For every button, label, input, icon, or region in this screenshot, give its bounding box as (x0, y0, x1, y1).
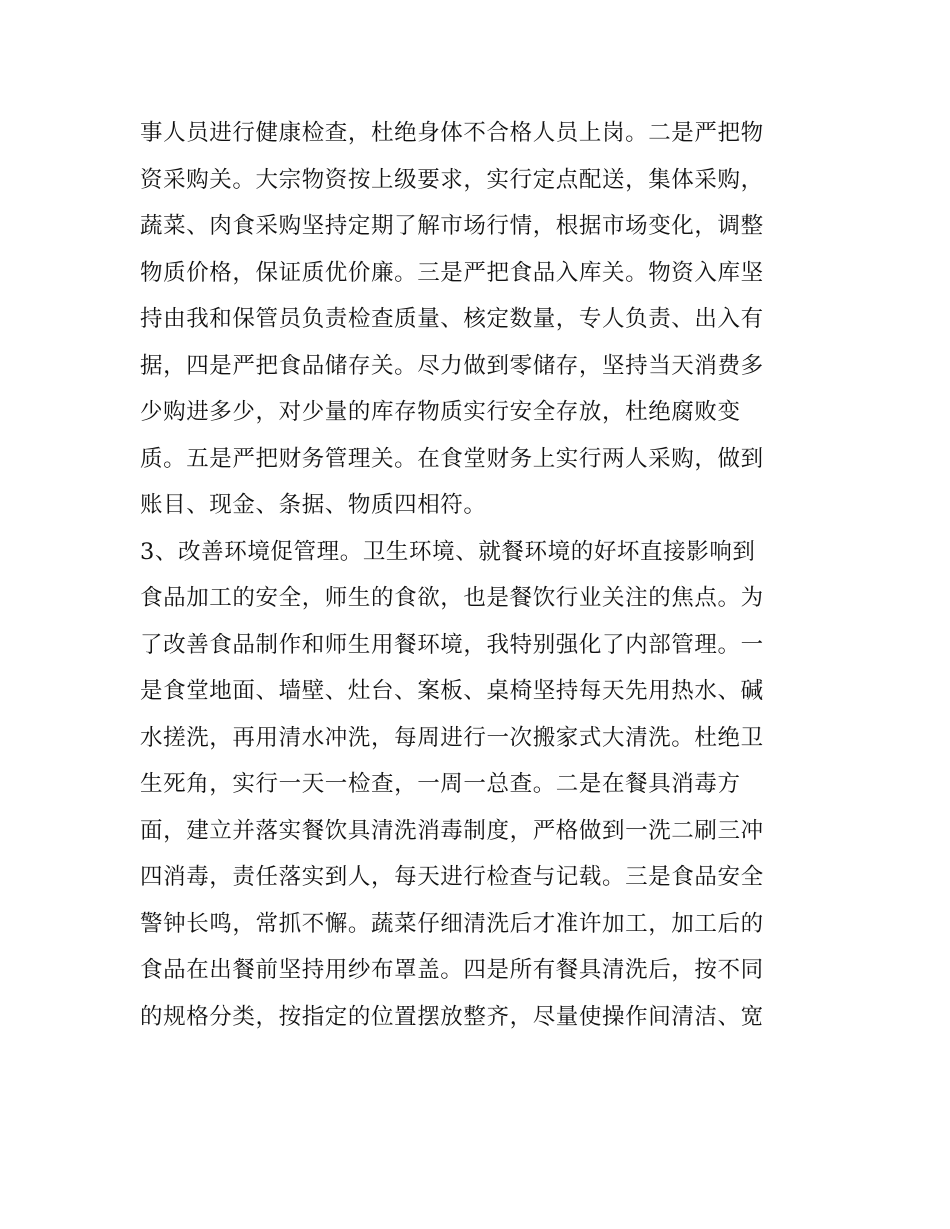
text-line: 据，四是严把食品储存关。尽力做到零储存，坚持当天消费多 (140, 352, 764, 379)
text-line: 面，建立并落实餐饮具清洗消毒制度，严格做到一洗二刷三冲 (140, 817, 764, 844)
text-line: 资采购关。大宗物资按上级要求，实行定点配送，集体采购， (140, 166, 764, 193)
text-line: 少购进多少，对少量的库存物质实行安全存放，杜绝腐败变 (140, 399, 741, 425)
text-line: 的规格分类，按指定的位置摆放整齐，尽量使操作间清洁、宽 (140, 1003, 764, 1030)
section-heading-line: 3、改善环境促管理。卫生环境、就餐环境的好坏直接影响到 (140, 538, 756, 565)
text-line: 持由我和保管员负责检查质量、核定数量，专人负责、出入有 (140, 306, 764, 332)
text-line: 了改善食品制作和师生用餐环境，我特别强化了内部管理。一 (140, 631, 764, 658)
text-line: 食品加工的安全，师生的食欲，也是餐饮行业关注的焦点。为 (140, 585, 764, 611)
text-line: 警钟长鸣，常抓不懈。蔬菜仔细清洗后才准许加工，加工后的 (140, 910, 764, 937)
text-line: 质。五是严把财务管理关。在食堂财务上实行两人采购，做到 (140, 445, 764, 472)
text-line: 事人员进行健康检查，杜绝身体不合格人员上岗。二是严把物 (140, 120, 764, 146)
text-line: 是食堂地面、墙壁、灶台、案板、桌椅坚持每天先用热水、碱 (140, 678, 764, 704)
text-line: 蔬菜、肉食采购坚持定期了解市场行情，根据市场变化，调整 (140, 213, 764, 239)
text-line: 水搓洗，再用清水冲洗，每周进行一次搬家式大清洗。杜绝卫 (140, 724, 764, 751)
body-text (140, 110, 820, 1040)
text-line: 生死角，实行一天一检查，一周一总查。二是在餐具消毒方 (140, 771, 741, 797)
text-line: 账目、现金、条据、物质四相符。 (140, 492, 487, 518)
text-line: 食品在出餐前坚持用纱布罩盖。四是所有餐具清洗后，按不同 (140, 957, 764, 983)
text-line: 四消毒，责任落实到人，每天进行检查与记载。三是食品安全 (140, 864, 764, 890)
text-line: 物质价格，保证质优价廉。三是严把食品入库关。物资入库坚 (140, 259, 764, 286)
